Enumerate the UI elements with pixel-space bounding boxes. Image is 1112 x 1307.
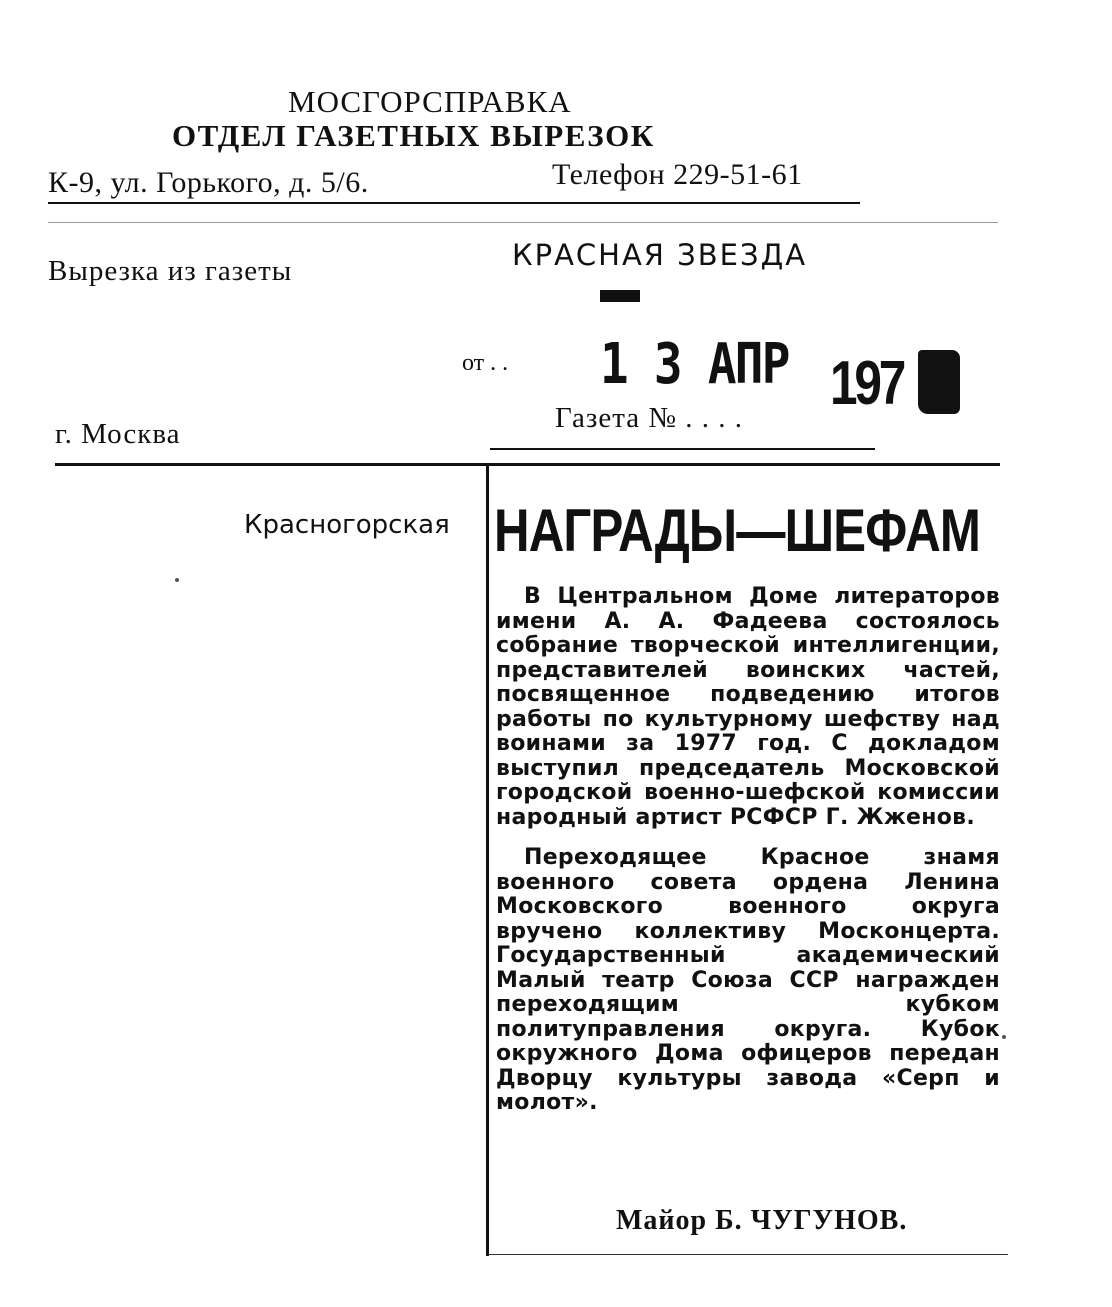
- year-stamp: 197: [830, 349, 904, 418]
- article-signature: Майор Б. ЧУГУНОВ.: [616, 1205, 908, 1236]
- ink-blot: [918, 350, 960, 414]
- date-from-label: от . .: [462, 350, 509, 376]
- clipping-label: Вырезка из газеты: [48, 255, 293, 287]
- header-rule-thin: [48, 222, 998, 223]
- clipping-divider: [55, 463, 1000, 466]
- date-stamp: 1 3 АПР: [600, 332, 789, 397]
- header-rule: [48, 202, 860, 204]
- org-name: МОСГОРСПРАВКА: [288, 84, 572, 119]
- speck: [175, 578, 179, 582]
- article-paragraph: Переходящее Красное знамя военного совета ордена Ленина Московского военного округа вручено коллективу Москонцерта. Государственный академический Малый театр Союза ССР награжден переходящим кубком политуправления округа. Кубок окружного Дома офицеров передан Дворцу культуры завода «Серп и молот».: [496, 845, 1000, 1115]
- rubric: Красногорская: [244, 510, 450, 540]
- speck: [1002, 1035, 1006, 1039]
- address: К-9, ул. Горького, д. 5/6.: [48, 166, 369, 199]
- newspaper-number: Газета № . . . .: [555, 402, 744, 434]
- city: г. Москва: [55, 418, 181, 450]
- article-headline: НАГРАДЫ—ШЕФАМ: [494, 497, 981, 564]
- department-title: ОТДЕЛ ГАЗЕТНЫХ ВЫРЕЗОК: [172, 118, 655, 153]
- clipping-bottom-edge: [488, 1254, 1008, 1255]
- clipping-left-edge: [486, 466, 489, 1256]
- ink-mark: [600, 290, 640, 302]
- number-rule: [490, 448, 875, 450]
- article-paragraph: В Центральном Доме литераторов имени А. А. Фадеева состоялось собрание творческой интеллигенции, представителей воинских частей, посвященное подведению итогов работы по культурному шефству над воинами за 1977 год. С докладом выступил председатель Московской городской военно-шефской комиссии народный артист РСФСР Г. Жженов.: [496, 584, 1000, 830]
- article-body: [496, 585, 1000, 1132]
- phone-number: Телефон 229-51-61: [552, 158, 803, 191]
- newspaper-name: КРАСНАЯ ЗВЕЗДА: [512, 238, 808, 272]
